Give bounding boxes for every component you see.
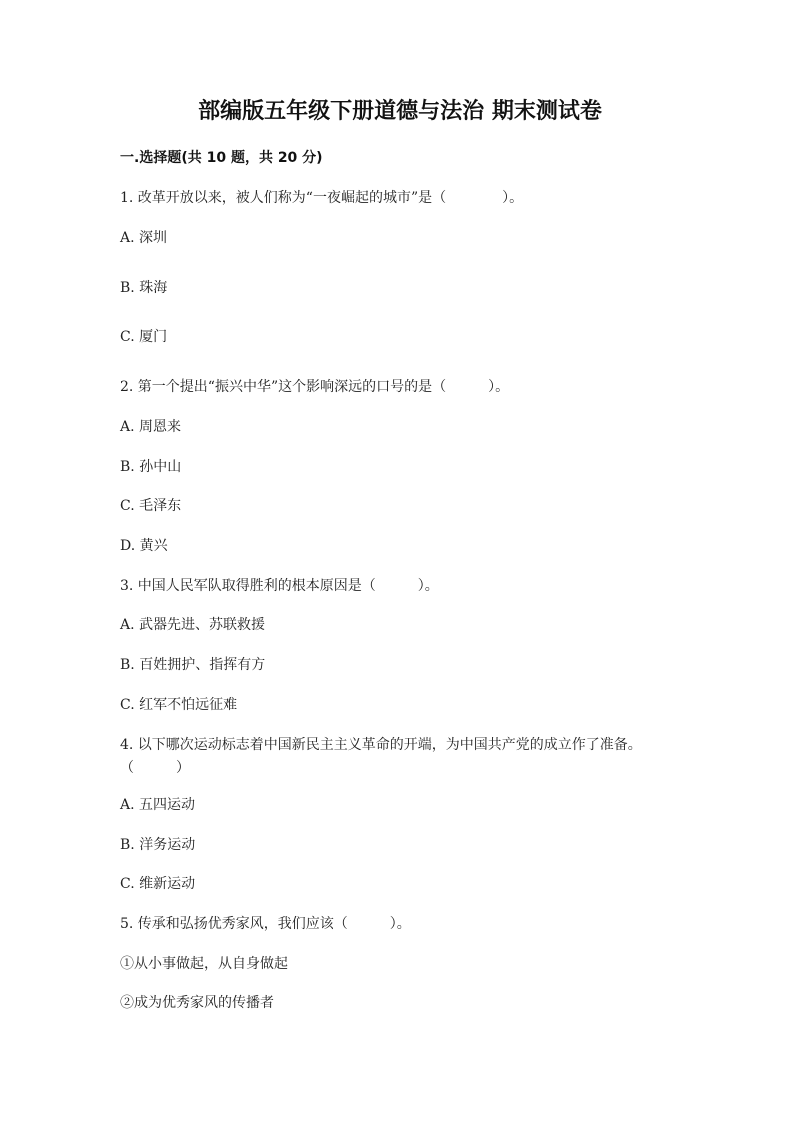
option-3c: C. 红军不怕远征难 xyxy=(120,697,238,713)
section-heading: 一.选择题(共 10 题，共 20 分) xyxy=(120,150,323,166)
option-2d: D. 黄兴 xyxy=(120,538,168,554)
question-stem-4: 4. 以下哪次运动标志着中国新民主主义革命的开端，为中国共产党的成立作了准备。（ ） xyxy=(120,737,642,776)
option-1a: A. 深圳 xyxy=(120,230,168,246)
option-1b: B. 珠海 xyxy=(120,280,168,296)
option-2b: B. 孙中山 xyxy=(120,459,182,475)
question-stem-5: 5. 传承和弘扬优秀家风，我们应该（ ）。 xyxy=(120,916,411,932)
option-3b: B. 百姓拥护、指挥有方 xyxy=(120,657,266,673)
option-5-1: ①从小事做起，从自身做起 xyxy=(120,956,288,972)
option-5-2: ②成为优秀家风的传播者 xyxy=(120,995,274,1011)
option-4c: C. 维新运动 xyxy=(120,876,196,892)
option-2a: A. 周恩来 xyxy=(120,419,182,435)
option-4a: A. 五四运动 xyxy=(120,797,196,813)
option-2c: C. 毛泽东 xyxy=(120,498,182,514)
option-3a: A. 武器先进、苏联救援 xyxy=(120,617,266,633)
question-stem-2: 2. 第一个提出“振兴中华”这个影响深远的口号的是（ ）。 xyxy=(120,379,510,395)
option-4b: B. 洋务运动 xyxy=(120,837,196,853)
question-stem-1: 1. 改革开放以来，被人们称为“一夜崛起的城市”是（ ）。 xyxy=(120,190,524,206)
page-title: 部编版五年级下册道德与法治 期末测试卷 xyxy=(198,99,602,124)
question-stem-3: 3. 中国人民军队取得胜利的根本原因是（ ）。 xyxy=(120,578,439,594)
option-1c: C. 厦门 xyxy=(120,329,168,345)
